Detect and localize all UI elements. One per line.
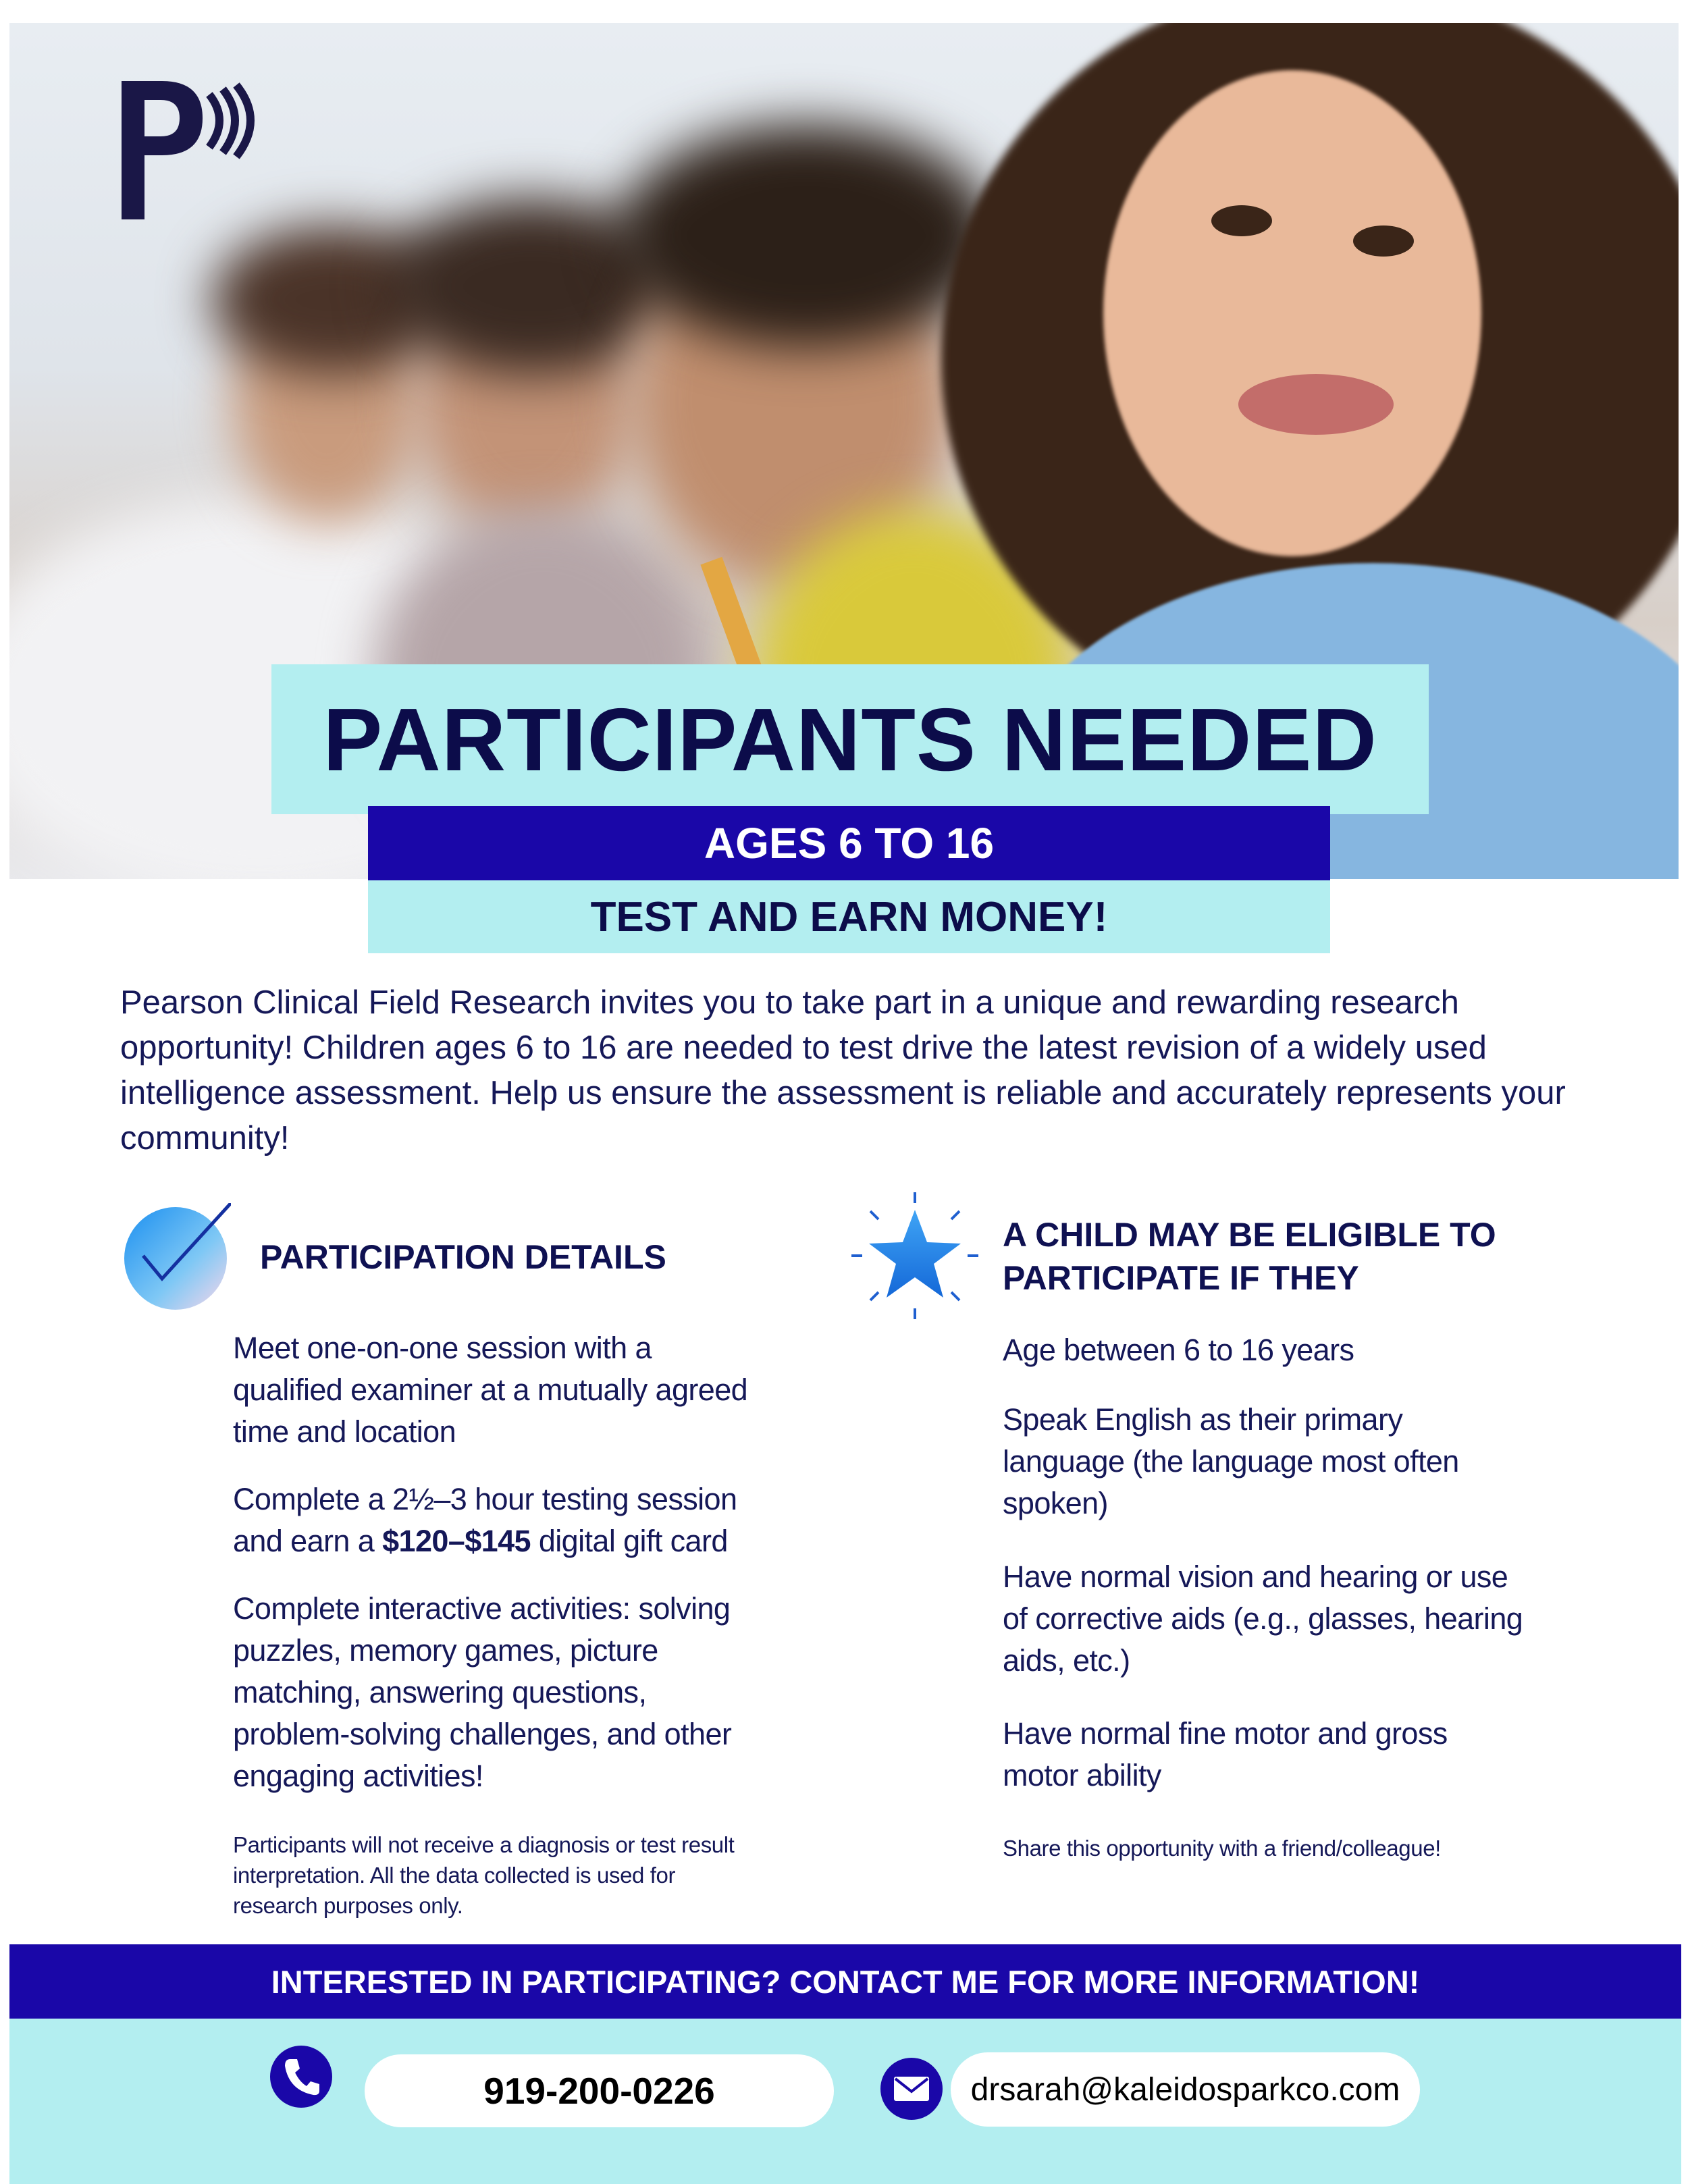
eligibility-heading-line1: A CHILD MAY BE ELIGIBLE TO: [1003, 1216, 1496, 1254]
intro-paragraph: Pearson Clinical Field Research invites you to take part in a unique and rewarding research opportunity! Children ages 6 to 16 are needed to test drive the latest revision of a widely used intelligence assessment. Help us ensure the assessment is reliable and accurately represents your community!: [120, 984, 1566, 1156]
star-burst-icon: [847, 1188, 982, 1323]
eligibility-item-4: Have normal fine motor and gross motor ability: [1003, 1716, 1448, 1792]
gift-card-amount: $120–$145: [382, 1524, 531, 1558]
tagline-banner: [368, 880, 1330, 953]
mail-icon: [880, 2058, 943, 2120]
eligibility-heading: [1003, 1213, 1610, 1300]
eligibility-heading-line2: PARTICIPATE IF THEY: [1003, 1259, 1359, 1297]
contact-banner-text: INTERESTED IN PARTICIPATING? CONTACT ME FOR MORE INFORMATION!: [271, 1963, 1420, 2000]
phone-pill[interactable]: [365, 2054, 834, 2127]
ages-banner: [368, 806, 1330, 880]
tagline-text: TEST AND EARN MONEY!: [590, 893, 1108, 940]
details-item-2-text-end: digital gift card: [530, 1524, 728, 1558]
checkmark-circle-icon: [123, 1203, 231, 1311]
details-note: Participants will not receive a diagnosis or test result interpretation. All the data collected is used for research purposes only.: [233, 1832, 735, 1918]
email-pill[interactable]: [951, 2052, 1420, 2127]
details-heading: PARTICIPATION DETAILS: [260, 1238, 666, 1276]
ages-text: AGES 6 TO 16: [704, 819, 995, 868]
footer: [9, 2019, 1681, 2184]
eligibility-note: Share this opportunity with a friend/colleague!: [1003, 1836, 1441, 1861]
eligibility-item-1: Age between 6 to 16 years: [1003, 1333, 1354, 1367]
contact-banner: [9, 1944, 1681, 2019]
eligibility-item-2: Speak English as their primary language (the language most often spoken): [1003, 1402, 1459, 1520]
details-item-1: Meet one-on-one session with a qualified examiner at a mutually agreed time and location: [233, 1331, 748, 1449]
headline: PARTICIPANTS NEEDED: [323, 689, 1377, 789]
phone-icon: [270, 2046, 332, 2108]
details-item-2: [233, 1479, 773, 1562]
phone-number[interactable]: 919-200-0226: [483, 2070, 715, 2112]
details-item-2-text: Complete a 2½–3 hour testing session and earn a: [233, 1482, 737, 1558]
headline-banner: [271, 664, 1429, 814]
details-item-3: Complete interactive activities: solving puzzles, memory games, picture matching, answering questions, problem-solving challenges, and other engaging activities!: [233, 1591, 732, 1793]
eligibility-item-3: Have normal vision and hearing or use of corrective aids (e.g., glasses, hearing aids, etc.): [1003, 1560, 1523, 1678]
email-address[interactable]: drsarah@kaleidosparkco.com: [970, 2071, 1400, 2108]
pearson-p-logo: [122, 81, 257, 223]
